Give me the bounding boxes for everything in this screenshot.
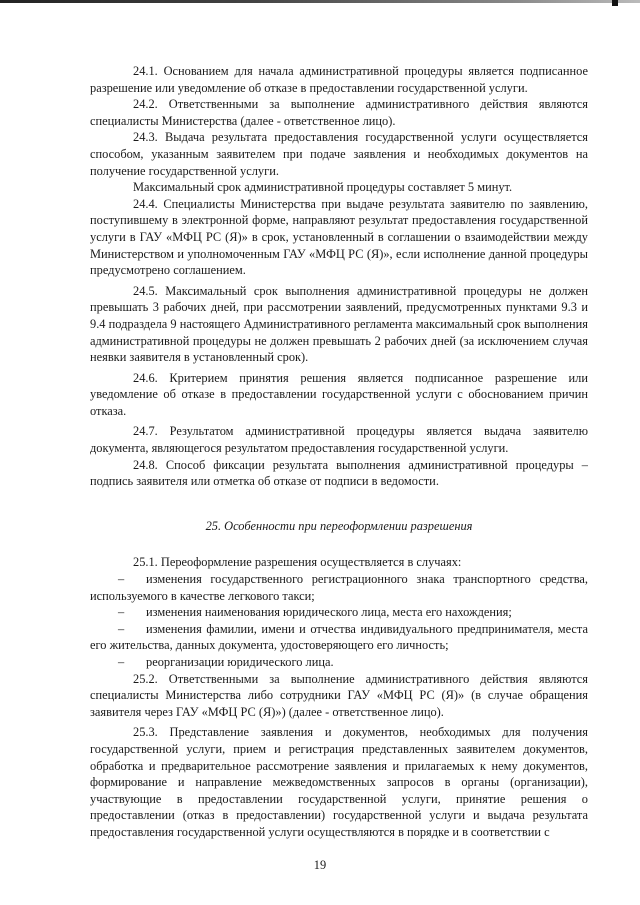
- list-item: [90, 571, 588, 604]
- paragraph-24-5: 24.5. Максимальный срок выполнения административной процедуры не должен превышать 3 рабочих дней, при рассмотрении заявлений, предусмотренных пунктами 9.3 и 9.4 подраздела 9 настоящего Административного регламента максимальный срок выполнения административной процедуры не должен превышать 2 рабочих дней (за исключением случая неявки заявителя в установленный срок).: [90, 283, 588, 365]
- paragraph-24-6: 24.6. Критерием принятия решения является подписанное разрешение или уведомление об отказе в предоставлении государственной услуги с обоснованием причин отказа.: [90, 370, 588, 418]
- list-item-text: реорганизации юридического лица.: [146, 655, 334, 669]
- paragraph-25-3: 25.3. Представление заявления и документов, необходимых для получения государственной услуги, прием и регистрация представленных заявителем документов, обработка и предварительное рассмотрение заявления и прилагаемых к нему документов, формирование и направление межведомственных запросов в органы (организации), участвующие в предоставлении государственной услуги, принятие решения о предоставлении (отказ в предоставлении) государственной услуги и выдача результата предоставления государственной услуги осуществляются в порядке и в соответствии с: [90, 725, 588, 839]
- dash-marker: –: [118, 655, 125, 669]
- section-heading: 25. Особенности при переоформлении разрешения: [205, 518, 473, 533]
- paragraph-24-1: 24.1. Основанием для начала административной процедуры является подписанное разрешение или уведомление об отказе в предоставлении государственной услуги.: [90, 64, 588, 95]
- paragraph-24-8: 24.8. Способ фиксации результата выполнения административной процедуры – подпись заявителя или отметка об отказе от подписи в ведомости.: [90, 457, 588, 489]
- paragraph-24-4: 24.4. Специалисты Министерства при выдаче результата заявителю по заявлению, поступившему в электронной форме, направляют результат предоставления государственной услуги в ГАУ «МФЦ РС (Я)» в срок, установленный в соглашении о взаимодействии между Министерством и уполномоченным ГАУ «МФЦ РС (Я)», если исполнение данной процедуры предусмотрено соглашением.: [90, 196, 588, 278]
- paragraph-25-1: 25.1. Переоформление разрешения осуществляется в случаях:: [133, 555, 462, 570]
- document-page: [90, 59, 588, 841]
- list-item-text: изменения наименования юридического лица, места его нахождения;: [146, 605, 512, 620]
- dash-marker: –: [118, 605, 125, 620]
- paragraph-24-7: 24.7. Результатом административной процедуры является выдача заявителю документа, являющегося результатом предоставления государственной услуги.: [90, 424, 588, 456]
- dash-marker: –: [118, 572, 125, 587]
- paragraph-max-term: Максимальный срок административной процедуры составляет 5 минут.: [133, 180, 513, 195]
- scan-top-edge: [0, 0, 640, 3]
- page-number: 19: [313, 858, 327, 872]
- dash-marker: –: [118, 621, 125, 636]
- paragraph-25-2: 25.2. Ответственными за выполнение административного действия являются специалисты Министерства либо сотрудники ГАУ «МФЦ РС (Я)» (в случае обращения заявителя через ГАУ «МФЦ РС (Я)») (далее - ответственное лицо).: [90, 671, 588, 719]
- list-item: [90, 604, 588, 621]
- paragraph-24-2: 24.2. Ответственными за выполнение административного действия являются специалисты Министерства (далее - ответственное лицо).: [90, 97, 588, 128]
- list-item: [90, 621, 588, 654]
- list-item-text: изменения государственного регистрационного знака транспортного средства, используемого в качестве легкового такси;: [90, 572, 588, 603]
- list-item: [90, 654, 588, 671]
- list-item-text: изменения фамилии, имени и отчества индивидуального предпринимателя, места его жительства, данных документа, удостоверяющего его личность;: [90, 621, 588, 653]
- scan-corner-mark: [612, 0, 618, 6]
- paragraph-24-3: 24.3. Выдача результата предоставления государственной услуги осуществляется способом, указанным заявителем при подаче заявления и необходимых документов на получение государственной услуги.: [90, 130, 588, 178]
